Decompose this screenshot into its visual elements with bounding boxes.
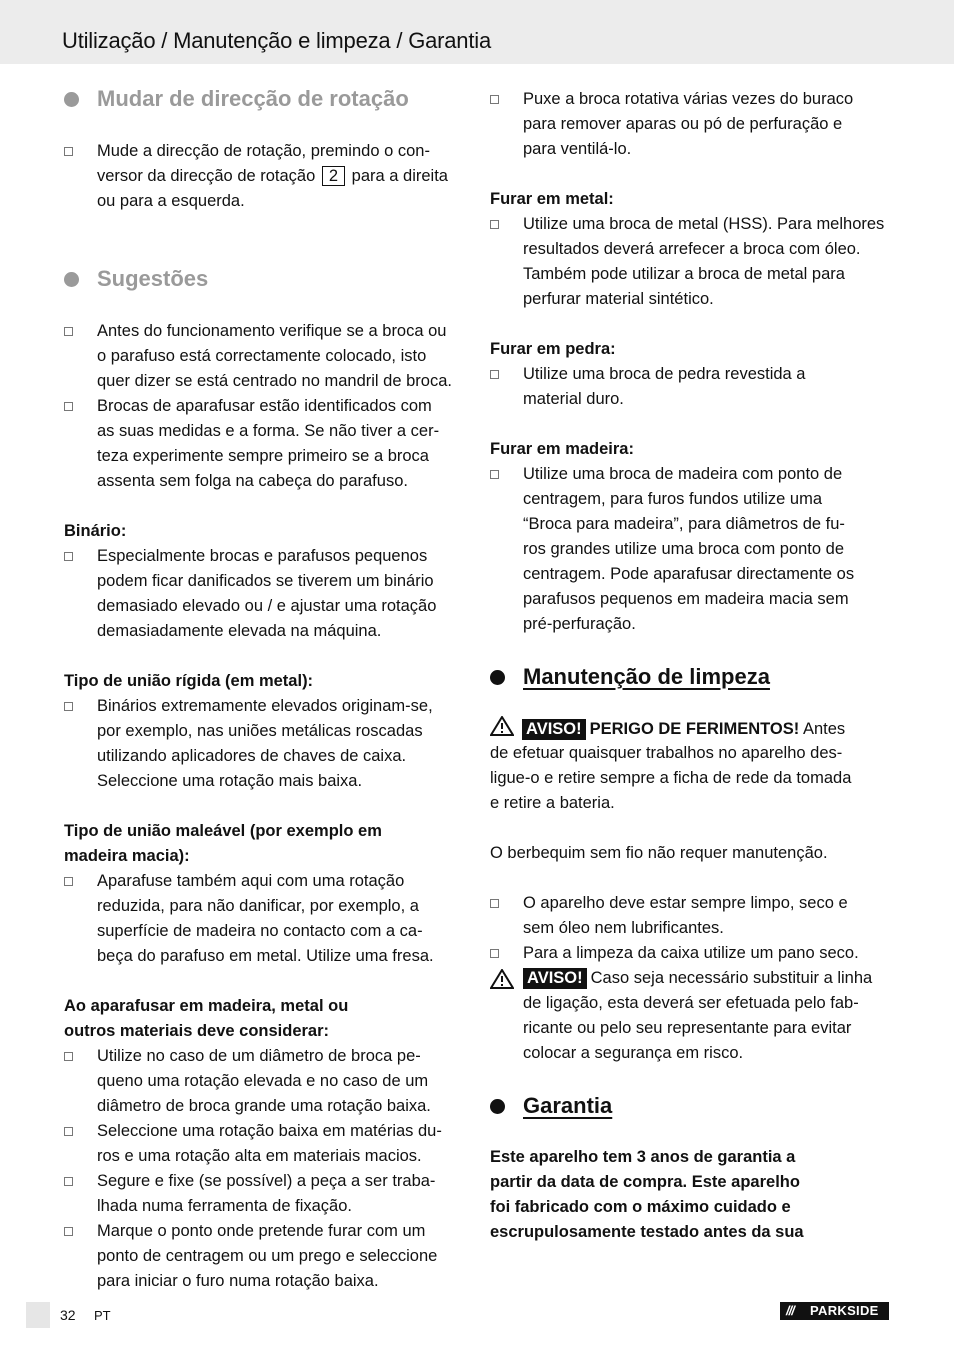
list-item: Seleccione uma rotação baixa em matérias du- ros e uma rotação alta em materiais macios. [64,1119,464,1169]
list-item: Marque o ponto onde pretende furar com um ponto de centragem ou um prego e seleccione para iniciar o furo numa rotação baixa. [64,1219,464,1294]
checkbox-bullet-icon [490,470,499,479]
right-column [490,87,894,1245]
section-heading-maintenance: Manutenção de limpeza [490,662,894,692]
warning-block: AVISO! PERIGO DE FERIMENTOS! Antes de efetuar quaisquer trabalhos no aparelho des- ligue-o e retire sempre a ficha de rede da tomada e retire a bateria. [490,716,894,816]
checkbox-bullet-icon [64,402,73,411]
page-title: Utilização / Manutenção e limpeza / Garantia [62,28,491,53]
checkbox-bullet-icon [490,370,499,379]
list-item: Antes do funcionamento verifique se a broca ou o parafuso está correctamente colocado, isto quer dizer se está centrado no mandril de broca. [64,319,464,394]
list-item: Brocas de aparafusar estão identificados com as suas medidas e a forma. Se não tiver a cer- teza experimente sempre primeiro se a broca assenta sem folga na cabeça do parafuso. [64,394,464,494]
subheading-soft: Tipo de união maleável (por exemplo em madeira macia): [64,822,382,865]
list-item: Segure e fixe (se possível) a peça a ser traba- lhada numa ferramenta de fixação. [64,1169,464,1219]
checkbox-bullet-icon [490,220,499,229]
subheading-rigid: Tipo de união rígida (em metal): [64,672,314,690]
list-item: Utilize uma broca de pedra revestida a material duro. [490,362,894,412]
checkbox-bullet-icon [64,877,73,886]
bullet-dot-icon [64,92,79,107]
language-code: PT [94,1308,111,1323]
list-item: Utilize no caso de um diâmetro de broca pe- queno uma rotação elevada e no caso de um diâmetro de broca grande uma rotação baixa. [64,1044,464,1119]
warning-triangle-icon [490,716,514,736]
list-item: O aparelho deve estar sempre limpo, seco e sem óleo nem lubrificantes. [490,891,894,941]
footer-marker [26,1302,50,1328]
warning-block: AVISO! Caso seja necessário substituir a linha de ligação, esta deverá ser efetuada pelo fab- ricante ou pelo seu representante para evitar colocar a segurança em risco. [490,966,894,1066]
page-header [0,0,954,64]
checkbox-bullet-icon [64,147,73,156]
subheading-consider: Ao aparafusar em madeira, metal ou outros materiais deve considerar: [64,997,349,1040]
checkbox-bullet-icon [64,327,73,336]
checkbox-bullet-icon [490,899,499,908]
checkbox-bullet-icon [64,1127,73,1136]
warranty-text: Este aparelho tem 3 anos de garantia a partir da data de compra. Este aparelho foi fabricado com o máximo cuidado e escrupulosamente testado antes da sua [490,1148,804,1241]
subheading-stone: Furar em pedra: [490,340,616,358]
list-item: Utilize uma broca de madeira com ponto de centragem, para furos fundos utilize uma “Broca para madeira”, para diâmetros de fu- ros grandes utilize uma broca com ponto de centragem. Pode aparafusar directamente os parafusos pequenos em madeira macia sem pré-perfuração. [490,462,894,637]
subheading-wood: Furar em madeira: [490,440,634,458]
list-item: Para a limpeza da caixa utilize um pano seco. [490,941,894,966]
bullet-dot-icon [490,1099,505,1114]
checkbox-bullet-icon [64,1227,73,1236]
subheading-torque: Binário: [64,522,127,540]
no-maintenance-note: O berbequim sem fio não requer manutenção. [490,844,828,862]
checkbox-bullet-icon [490,949,499,958]
section-heading-tips: Sugestões [64,264,464,294]
parkside-logo: /// PARKSIDE [780,1302,889,1320]
list-item: Aparafuse também aqui com uma rotação reduzida, para não danificar, por exemplo, a superfície de madeira no contacto com a ca- beça do parafuso em metal. Utilize uma fresa. [64,869,464,969]
list-item: Mude a direcção de rotação, premindo o con- versor da direcção de rotação 2 para a direita ou para a esquerda. [64,139,464,214]
checkbox-bullet-icon [64,1052,73,1061]
warning-label: AVISO! [522,719,586,740]
warning-triangle-icon [490,969,514,989]
list-item: Especialmente brocas e parafusos pequenos podem ficar danificados se tiverem um binário demasiado elevado ou / e ajustar uma rotação demasiadamente elevada na máquina. [64,544,464,644]
checkbox-bullet-icon [64,702,73,711]
subheading-metal: Furar em metal: [490,190,614,208]
bullet-dot-icon [490,670,505,685]
reference-number: 2 [322,166,345,186]
checkbox-bullet-icon [64,1177,73,1186]
list-item: Binários extremamente elevados originam-se, por exemplo, nas uniões metálicas roscadas utilizando aplicadores de chaves de caixa. Seleccione uma rotação mais baixa. [64,694,464,794]
left-column [64,84,464,1294]
section-heading-warranty: Garantia [490,1091,894,1121]
bullet-dot-icon [64,272,79,287]
list-item: Puxe a broca rotativa várias vezes do buraco para remover aparas ou pó de perfuração e para ventilá-lo. [490,87,894,162]
checkbox-bullet-icon [64,552,73,561]
page-number: 32 [60,1307,76,1323]
list-item: Utilize uma broca de metal (HSS). Para melhores resultados deverá arrefecer a broca com óleo. Também pode utilizar a broca de metal para perfurar material sintético. [490,212,894,312]
warning-label: AVISO! [523,968,587,989]
checkbox-bullet-icon [490,95,499,104]
section-heading-rotation: Mudar de direcção de rotação [64,84,464,114]
